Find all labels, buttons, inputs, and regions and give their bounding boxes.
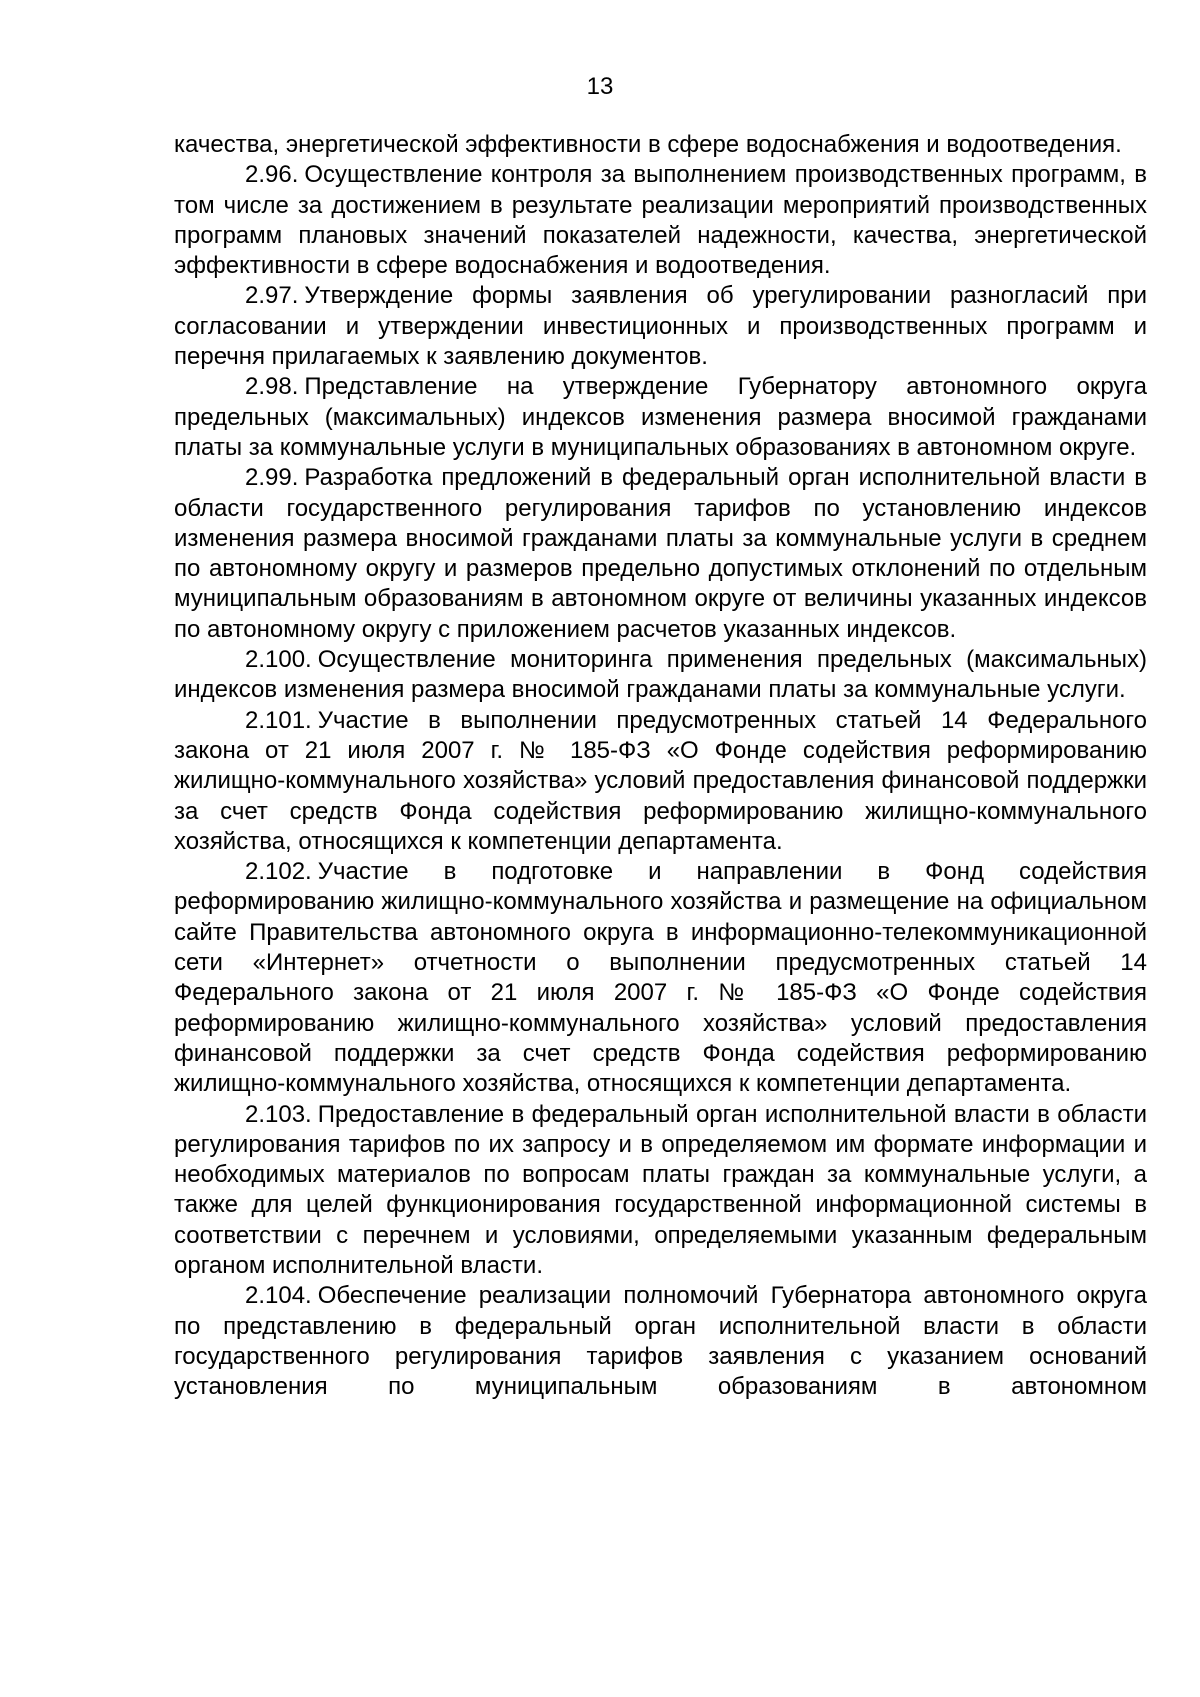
document-body bbox=[174, 130, 1147, 1402]
paragraph-2-103 bbox=[174, 1100, 1147, 1282]
paragraph-text: Обеспечение реализации полномочий Губернатора автономного округа по представлению в федеральный орган исполнительной власти в области государственного регулирования тарифов заявления с указанием оснований установления по муниципальным образованиям в автономном bbox=[174, 1282, 1147, 1401]
paragraph-text: Участие в выполнении предусмотренных статьей 14 Федерального закона от 21 июля 2007 г. № 185-ФЗ «О Фонде содействия реформированию жилищно-коммунального хозяйства» условий предоставления финансовой поддержки за счет средств Фонда содействия реформированию жилищно-коммунального хозяйства, относящихся к компетенции департамента. bbox=[174, 706, 1147, 855]
paragraph-text: Разработка предложений в федеральный орган исполнительной власти в области государственного регулирования тарифов по установлению индексов изменения размера вносимой гражданами платы за коммунальные услуги в среднем по автономному округу и размеров предельно допустимых отклонений по отдельным муниципальным образованиям в автономном округе от величины указанных индексов по автономному округу с приложением расчетов указанных индексов. bbox=[174, 464, 1147, 643]
paragraph-continuation bbox=[174, 130, 1147, 160]
paragraph-2-99 bbox=[174, 463, 1147, 645]
paragraph-2-101 bbox=[174, 706, 1147, 857]
paragraph-2-102 bbox=[174, 857, 1147, 1099]
paragraph-text: Представление на утверждение Губернатору автономного округа предельных (максимальных) индексов изменения размера вносимой гражданами платы за коммунальные услуги в муниципальных образованиях в автономном округе. bbox=[174, 373, 1147, 461]
paragraph-2-98 bbox=[174, 372, 1147, 463]
paragraph-number: 2.97. bbox=[245, 282, 299, 310]
paragraph-number: 2.100. bbox=[245, 646, 312, 674]
page-number: 13 bbox=[586, 73, 614, 100]
paragraph-number: 2.99. bbox=[245, 464, 299, 492]
paragraph-text: Осуществление контроля за выполнением производственных программ, в том числе за достижением в результате реализации мероприятий производственных программ плановых значений показателей надежности, качества, энергетической эффективности в сфере водоснабжения и водоотведения. bbox=[174, 161, 1147, 280]
paragraph-number: 2.101. bbox=[245, 706, 312, 734]
paragraph-2-97 bbox=[174, 281, 1147, 372]
paragraph-number: 2.98. bbox=[245, 373, 299, 401]
paragraph-2-100 bbox=[174, 645, 1147, 706]
paragraph-number: 2.104. bbox=[245, 1282, 312, 1310]
paragraph-2-96 bbox=[174, 160, 1147, 281]
paragraph-text: Участие в подготовке и направлении в Фонд содействия реформированию жилищно-коммунального хозяйства и размещение на официальном сайте Правительства автономного округа в информационно-телекоммуникационной сети «Интернет» отчетности о выполнении предусмотренных статьей 14 Федерального закона от 21 июля 2007 г. № 185-ФЗ «О Фонде содействия реформированию жилищно-коммунального хозяйства» условий предоставления финансовой поддержки за счет средств Фонда содействия реформированию жилищно-коммунального хозяйства, относящихся к компетенции департамента. bbox=[174, 858, 1147, 1098]
paragraph-number: 2.103. bbox=[245, 1100, 312, 1128]
paragraph-text: качества, энергетической эффективности в сфере водоснабжения и водоотведения. bbox=[174, 131, 1122, 158]
paragraph-2-104 bbox=[174, 1281, 1147, 1402]
paragraph-text: Утверждение формы заявления об урегулировании разногласий при согласовании и утверждении инвестиционных и производственных программ и перечня прилагаемых к заявлению документов. bbox=[174, 282, 1147, 371]
paragraph-text: Предоставление в федеральный орган исполнительной власти в области регулирования тарифов по их запросу и в определяемом им формате информации и необходимых материалов по вопросам платы граждан за коммунальные услуги, а также для целей функционирования государственной информационной системы в соответствии с перечнем и условиями, определяемыми указанным федеральным органом исполнительной власти. bbox=[174, 1100, 1147, 1279]
paragraph-text: Осуществление мониторинга применения предельных (максимальных) индексов изменения размера вносимой гражданами платы за коммунальные услуги. bbox=[174, 646, 1147, 704]
paragraph-number: 2.96. bbox=[245, 161, 299, 189]
paragraph-number: 2.102. bbox=[245, 858, 312, 886]
